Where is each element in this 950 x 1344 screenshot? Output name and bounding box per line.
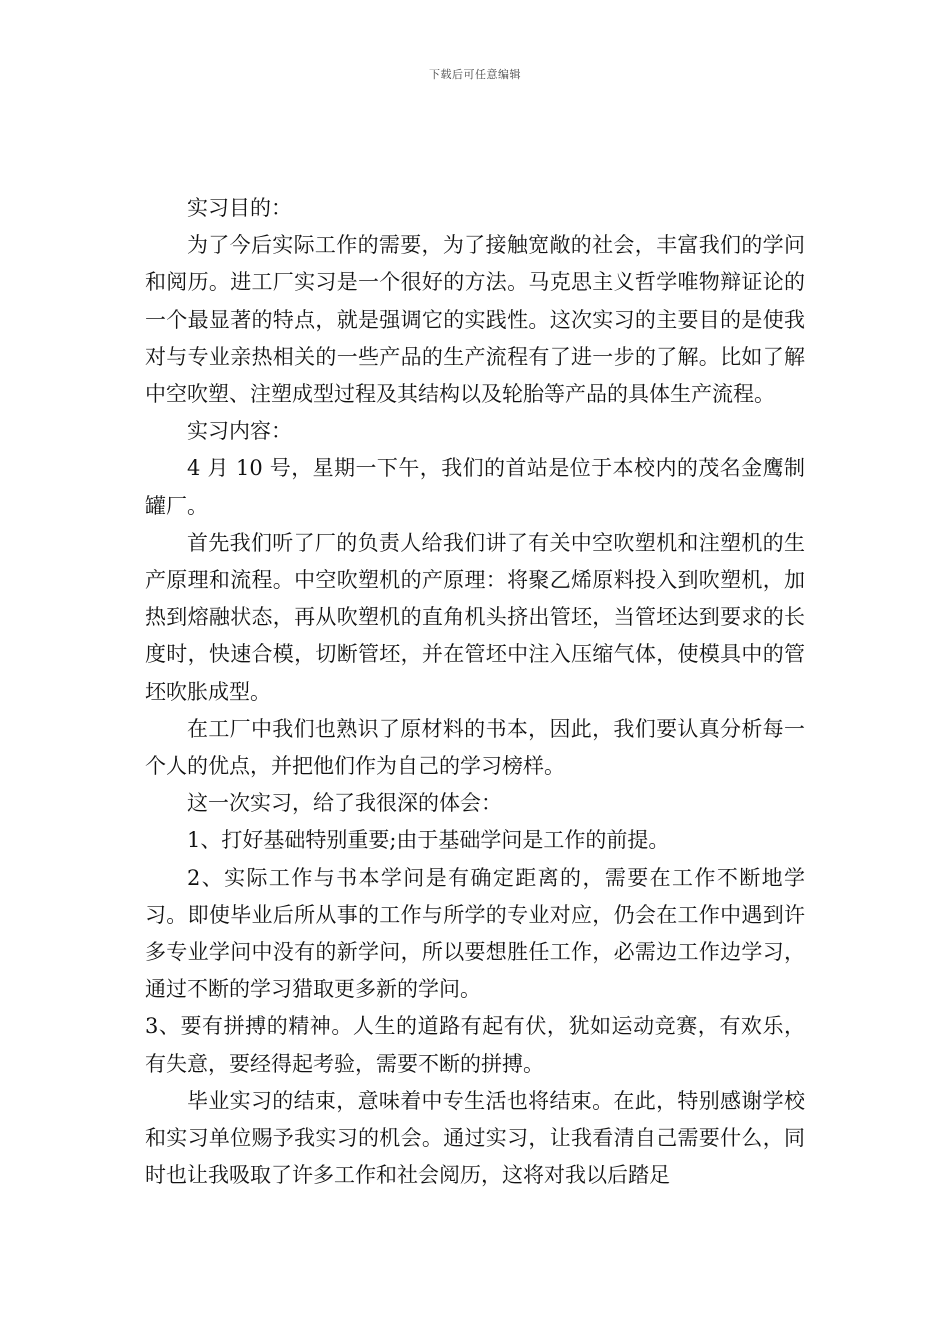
paragraph-conclusion: 毕业实习的结束，意味着中专生活也将结束。在此，特别感谢学校和实习单位赐予我实习的机会。通过实习，让我看清自己需要什么，同时也让我吸取了许多工作和社会阅历，这将对我以后踏足 (145, 1088, 805, 1188)
paragraph-point-2: 2、实际工作与书本学问是有确定距离的，需要在工作不断地学习。即使毕业后所从事的工作与所学的专业对应，仍会在工作中遇到许多专业学问中没有的新学问，所以要想胜任工作，必需边工作边学习，通过不断的学习猎取更多新的学问。 (145, 865, 805, 1002)
paragraph-point-3: 3、要有拼搏的精神。人生的道路有起有伏，犹如运动竞赛，有欢乐，有失意，要经得起考验，需要不断的拼搏。 (145, 1014, 805, 1076)
paragraph-experience-intro: 这一次实习，给了我很深的体会： (187, 791, 502, 816)
page-header: 下载后可任意编辑 (429, 68, 521, 81)
paragraph-point-1: 1、打好基础特别重要;由于基础学问是工作的前提。 (187, 828, 670, 853)
paragraph-purpose-heading: 实习目的： (187, 196, 292, 220)
paragraph-materials: 在工厂中我们也熟识了原材料的书本，因此，我们要认真分析每一个人的优点，并把他们作为自己的学习榜样。 (145, 716, 805, 779)
paragraph-visit-date: 4 月 10 号，星期一下午，我们的首站是位于本校内的茂名金鹰制罐厂。 (145, 456, 805, 518)
paragraph-purpose: 为了今后实际工作的需要，为了接触宽敞的社会，丰富我们的学问和阅历。进工厂实习是一个很好的方法。马克思主义哲学唯物辩证论的一个最显著的特点，就是强调它的实践性。这次实习的主要目的是使我对与专业亲热相关的一些产品的生产流程有了进一步的了解。比如了解中空吹塑、注塑成型过程及其结构以及轮胎等产品的具体生产流程。 (145, 233, 805, 407)
paragraph-blow-molding: 首先我们听了厂的负责人给我们讲了有关中空吹塑机和注塑机的生产原理和流程。中空吹塑机的产原理：将聚乙烯原料投入到吹塑机，加热到熔融状态，再从吹塑机的直角机头挤出管坯，当管坯达到要求的长度时，快速合模，切断管坯，并在管坯中注入压缩气体，使模具中的管坯吹胀成型。 (145, 530, 805, 704)
document-body (145, 190, 805, 1194)
paragraph-content-heading: 实习内容： (187, 419, 292, 444)
